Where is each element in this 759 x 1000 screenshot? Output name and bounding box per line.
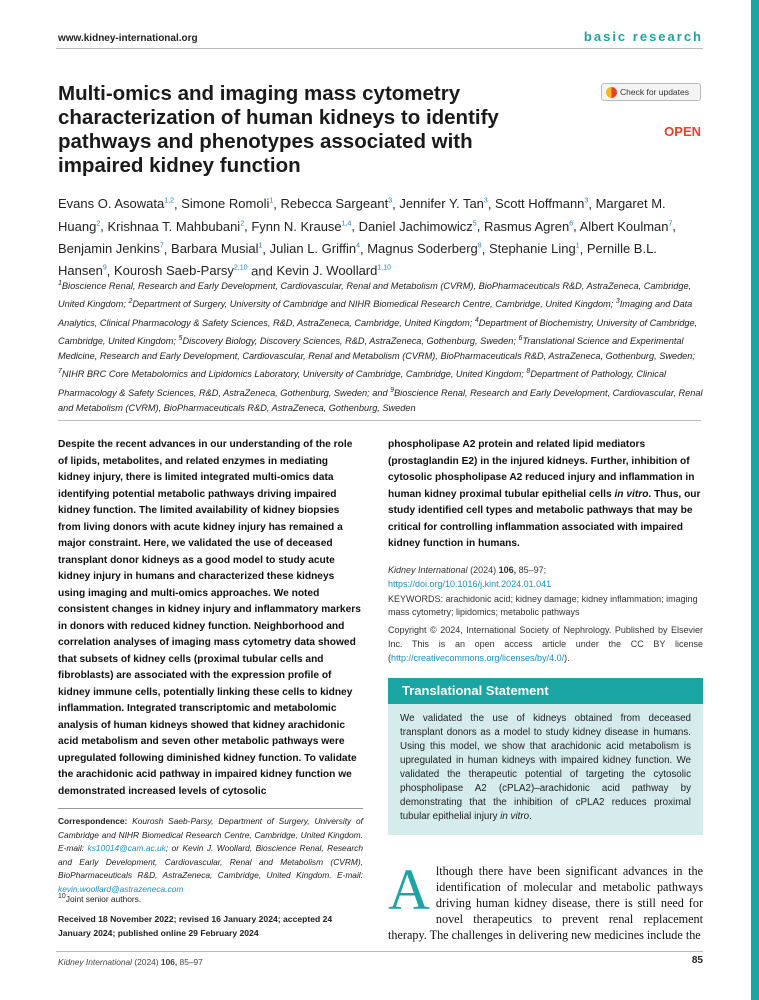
affiliation-text: Discovery Biology, Discovery Sciences, R&D, AstraZeneca, Gothenburg, Sweden; [182,335,516,346]
affiliation-sup: 2 [128,298,133,306]
author-affiliation-sup[interactable]: 9 [102,264,107,272]
author-name-text: Rebecca Sargeant [280,196,389,212]
email-link-2[interactable]: kevin.woollard@astrazeneca.com [58,883,184,894]
author-affiliation-sup[interactable]: 7 [668,220,673,228]
intro-text: lthough there have been significant advances in the identification of molecular and metabolic pathways driving human kidney disease, there is still need for novel therapeutics to prevent renal replacement therapy. The challenges in delivering new medicines include the [388,864,703,942]
translational-statement-heading: Translational Statement [388,678,703,704]
affiliations [58,276,703,416]
author-name [251,219,351,234]
affiliation-divider [58,420,701,421]
doi-link[interactable]: https://doi.org/10.1016/j.kint.2024.01.041 [388,579,552,589]
affiliation-text: Department of Surgery, University of Cambridge and NIHR Biomedical Research Centre, Cambridge, United Kingdom; [132,299,614,310]
affiliation-sup: 4 [474,316,479,324]
joint-authors-note [58,893,363,904]
author-name [107,219,244,234]
author-name [489,241,580,256]
author-affiliation-sup[interactable]: 3 [388,198,393,205]
correspondence-text-1: Kourosh Saeb-Parsy, Department of Surgery, University of Cambridge and NIHR Biomedical Research Centre, Cambridge, United Kingdom. E-mail: [58,816,363,854]
author-name-text: Kevin J. Woollard [276,263,378,279]
author-name [367,241,481,256]
citation-year: (2024) [470,565,497,575]
copyright-end: ). [564,653,570,663]
author-affiliation-sup[interactable]: 1 [258,242,263,250]
affiliation-sup: 6 [518,334,523,342]
ts-in-vitro: in vitro [500,811,530,822]
author-affiliation-sup[interactable]: 2,10 [233,264,248,272]
footer-journal: Kidney International [58,957,133,967]
author-affiliation-sup[interactable]: 1,4 [341,220,352,228]
footnote-divider [58,808,363,809]
author-name [495,196,588,211]
footer-divider [56,951,703,952]
copyright-text: Copyright © 2024, International Society of Nephrology. Published by Elsevier Inc. This is an open access article under the CC BY license ( [388,625,703,663]
received-dates: Received 18 November 2022; revised 16 January 2024; accepted 24 January 2024; published online 29 February 2024 [58,914,333,938]
check-for-updates-button[interactable] [601,83,701,101]
author-name-text: Margaret M. Huang [58,196,666,234]
footer-volume: 106, [160,957,178,967]
abstract-right [388,437,703,553]
footer-citation [58,957,203,967]
citation [388,563,703,591]
author-name [359,219,477,234]
author-affiliation-sup[interactable]: 1 [269,198,274,205]
drop-cap: A [388,857,430,922]
author-name [58,241,164,256]
author-affiliation-sup[interactable]: 1,2 [164,198,174,205]
footer-pages: 85–97 [179,957,203,967]
author-name [58,196,174,211]
correspondence-text-2: ; or Kevin J. Woollard, Bioscience Renal, Research and Early Development, Cardiovascular, Renal and Metabolism (CVRM), BioPharmaceuticals R&D, AstraZeneca, Cambridge, United Kingdom. E-mail: [58,843,364,881]
author-name [181,196,273,211]
author-affiliation-sup[interactable]: 7 [159,242,164,250]
author-affiliation-sup[interactable]: 6 [569,220,574,228]
page-number: 85 [691,955,703,966]
affiliation-sup: 3 [615,298,620,306]
author-name [580,219,673,234]
author-affiliation-sup[interactable]: 2 [96,220,101,228]
correspondence [58,815,363,897]
introduction [388,857,703,943]
author-affiliation-sup[interactable]: 1,10 [377,264,391,272]
affiliation-text: Department of Biochemistry, University of Cambridge, Cambridge, United Kingdom; [58,317,698,346]
keywords: KEYWORDS: arachidonic acid; kidney damage; kidney inflammation; imaging mass cytometry; lipidomics; metabolic pathways [388,594,698,617]
translational-statement-body [388,704,703,824]
joint-sup: 10 [58,893,66,900]
affiliation-sup: 1 [58,280,62,287]
abstract-left: Despite the recent advances in our understanding of the role of lipids, metabolites, and related enzymes in mediating kidney injury, there is limited integrated multi-omics data identifying potential metabolic pathways driving impaired kidney function. The limited availability of kidney biopsies from living donors with acute kidney injury has remained a major constraint. Here, we validated the use of deceased transplant donor kidneys as a good model to study acute kidney injury in humans and characterized these kidneys using imaging and multi-omics approaches. We noted consistent changes in kidney injury and inflammatory markers in donors with reduced kidney function. Neighborhood and correlation analyses of imaging mass cytometry data showed that subsets of kidney cells (proximal tubular cells and fibroblasts) are associated with the expression profile of kidney immune cells, potentially linking these cells to kidney inflammation. Integrated transcriptomic and metabolomic analysis of human kidneys showed that kidney arachidonic acid metabolism and seven other metabolic pathways were upregulated following diminished kidney function. To validate the arachidonic acid pathway in impaired kidney function we demonstrated increased levels of cytosolic [58,439,361,797]
author-name-text: Barbara Musial [171,240,259,256]
affiliation-sup: 9 [390,386,395,394]
author-name [171,241,262,256]
affiliation-text: Bioscience Renal, Research and Early Development, Cardiovascular, Renal and Metabolism (CVRM), BioPharmaceuticals R&D, AstraZeneca, Cambridge, United Kingdom; [58,281,692,310]
ts-text: We validated the use of kidneys obtained from deceased transplant donors as a model to study kidney disease in humans. Using this model, we show that arachidonic acid metabolism is upregulated in human kidneys with impaired kidney function. We validated the therapeutic potential of targeting the cytosolic phospholipase A2 (cPLA2)–arachidonic acid pathway by demonstrating that the inhibition of cPLA2 reduces proximal tubular epithelial injury [400,713,691,822]
author-name [399,196,487,211]
author-name-text: Stephanie Ling [488,240,576,256]
affiliation-text: Bioscience Renal, Research and Early Development, Cardiovascular, Renal and Metabolism (CVRM), BioPharmaceuticals R&D, AstraZeneca, Gothenburg, Sweden [58,387,703,413]
section-label: basic research [583,29,703,44]
affiliation-text: Translational Science and Experimental Medicine, Research and Early Development, Cardiovascular, Renal and Metabolism (CVRM), BioPharmaceuticals R&D, AstraZeneca, Gothenburg, Sweden; [58,335,695,362]
affiliation-text: NIHR BRC Core Metabolomics and Lipidomics Laboratory, University of Cambridge, Cambridge, United Kingdom; [61,369,524,380]
author-name-text: Scott Hoffmann [495,196,585,212]
journal-url[interactable]: www.kidney-international.org [58,33,198,44]
author-name-text: Pernille B.L. Hansen [58,240,657,279]
affiliation-sup: 8 [526,368,531,376]
correspondence-label: Correspondence: [58,816,128,826]
check-updates-label: Check for updates [620,87,689,97]
abstract-in-vitro: in vitro [614,488,649,500]
citation-journal: Kidney International [388,565,468,575]
author-affiliation-sup[interactable]: 3 [584,198,589,205]
citation-volume: 106, [498,565,517,575]
email-link-1[interactable]: ks10014@cam.ac.uk [87,843,166,854]
author-name-text: Albert Koulman [579,218,669,234]
translational-statement-box [388,678,703,835]
affiliation-text: Imaging and Data Analytics, Clinical Pharmacology & Safety Sciences, R&D, AstraZeneca, Cambridge, United Kingdom; [58,299,693,328]
article-title: Multi-omics and imaging mass cytometry characterization of human kidneys to identify pathways and phenotypes associated with impaired kidney function [58,82,499,177]
author-name-text: Rasmus Agren [483,218,570,234]
crossmark-icon [606,87,617,98]
author-name [484,219,573,234]
author-name-text: Evans O. Asowata [58,196,165,212]
affiliation-text: Department of Pathology, Clinical Pharmacology & Safety Sciences, R&D, AstraZeneca, Gothenburg, Sweden; and [58,369,666,398]
author-name-text: Benjamin Jenkins [58,240,160,256]
author-affiliation-sup[interactable]: 4 [356,242,360,250]
abstract-right-text: phospholipase A2 protein and related lipid mediators (prostaglandin E2) in the injured kidneys. Further, inhibition of cytosolic phospholipase A2 reduced injury and inflammation in human kidney proximal tubular epithelial cells [388,439,695,500]
author-list: Evans O. Asowata$^{1,2}$, Simone Romoli$^1$, Rebecca Sargeant$^3$, Jennifer Y. Tan$^3$, Scott Hoffmann$^3$, Margaret M. Huang$^2$, Krishnaa T. Mahbubani$^2$, Fynn N. Krause$^{1,4}$, Daniel Jachimowicz$^5$, Rasmus Agren$^6$, Albert Koulman$^7$, Benjamin Jenkins$^7$, Barbara Musial$^1$, Julian L. Griffin$^4$, Magnus Soderberg$^8$, Stephanie Ling$^1$, Pernille B.L. Hansen$^9$, Kourosh Saeb-Parsy$^{2,10}$ and Kevin J. Woollard$^{1,10}$ [58,196,677,279]
author-name [281,196,393,211]
author-name-text: Daniel Jachimowicz [358,218,473,234]
author-name-text: Julian L. Griffin [269,240,357,256]
joint-text: Joint senior authors. [65,893,142,904]
author-affiliation-sup[interactable]: 8 [477,242,482,250]
author-name-text: Kourosh Saeb-Parsy [113,263,234,279]
ts-end: . [529,811,532,822]
author-name-text: Simone Romoli [181,196,270,212]
affiliation-sup: 5 [178,334,183,342]
license-link[interactable]: http://creativecommons.org/licenses/by/4.0/ [391,653,565,663]
author-name-text: Fynn N. Krause [251,218,342,234]
author-name-text: Jennifer Y. Tan [399,196,484,212]
author-name-text: Krishnaa T. Mahbubani [107,218,241,234]
footer-year: (2024) [134,957,159,967]
author-affiliation-sup[interactable]: 2 [240,220,245,228]
copyright [388,623,703,665]
author-name [270,241,360,256]
accent-stripe [751,0,759,1000]
open-access-badge: OPEN [664,124,701,139]
abstract-right-end: . Thus, our study identified cell types and metabolic pathways that may be critical for controlling inflammation associated with impaired kidney function in humans. [388,488,701,549]
author-affiliation-sup[interactable]: 5 [472,220,477,228]
author-affiliation-sup[interactable]: 1 [575,242,580,250]
header-divider [56,48,703,49]
author-affiliation-sup[interactable]: 3 [483,198,488,205]
author-name-text: Magnus Soderberg [367,240,478,256]
citation-pages: 85–97; [518,565,547,575]
affiliation-sup: 7 [58,368,62,376]
